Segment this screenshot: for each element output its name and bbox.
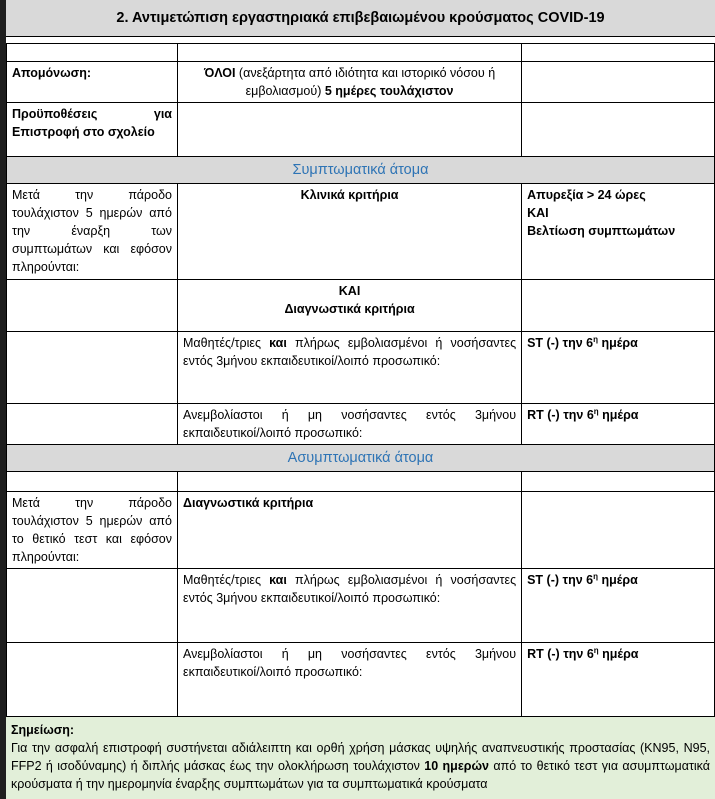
table-row: [7, 44, 715, 62]
result-day: ημέρα: [597, 573, 638, 587]
note-post: από το θετικό τεστ για ασυμπτωματικά κρούσματα ή την ημερομηνία έναρξης συμπτωμάτων για τα συμπτωματικά κρούσματα: [11, 759, 710, 791]
vaccinated-text: [178, 332, 522, 404]
covid-table: [6, 43, 715, 719]
table-cell: [522, 62, 715, 103]
section-row-symptomatic: [7, 157, 715, 184]
table-cell: [522, 472, 715, 492]
clinical-and: ΚΑΙ: [527, 206, 549, 220]
section-title-asymptomatic: Ασυμπτωματικά άτομα: [7, 445, 715, 472]
table-cell: [7, 44, 178, 62]
vaccinated-post: πλήρως εμβολιασμένοι ή νοσήσαντες εντός 3μήνου εκπαιδευτικοί/λοιπό προσωπικό:: [183, 573, 517, 605]
diagnostic-header: [178, 280, 522, 332]
return-label: Προϋποθέσεις για Επιστροφή στο σχολείο: [7, 103, 178, 157]
table-row: [7, 472, 715, 492]
section-row-asymptomatic: [7, 445, 715, 472]
table-cell: [7, 280, 178, 332]
isolation-text: [178, 62, 522, 103]
vaccinated-and: και: [269, 573, 287, 587]
vaccinated-result: [522, 332, 715, 404]
table-cell: [7, 404, 178, 445]
unvaccinated-result: [522, 404, 715, 445]
asymptomatic-diagnostic-row: [7, 492, 715, 569]
unvaccinated-text: Ανεμβολίαστοι ή μη νοσήσαντες εντός 3μήνου εκπαιδευτικοί/λοιπό προσωπικό:: [178, 404, 522, 445]
document-title: 2. Αντιμετώπιση εργαστηριακά επιβεβαιωμένου κρούσματος COVID-19: [6, 0, 715, 37]
vaccinated-post: πλήρως εμβολιασμένοι ή νοσήσαντες εντός 3μήνου εκπαιδευτικοί/λοιπό προσωπικό:: [183, 336, 517, 368]
result-sup: η: [593, 645, 599, 655]
clinical-symptoms: Βελτίωση συμπτωμάτων: [527, 224, 676, 238]
table-cell: [7, 332, 178, 404]
table-cell: [522, 492, 715, 569]
asymptomatic-unvaccinated-row: [7, 643, 715, 719]
table-cell: [178, 44, 522, 62]
table-cell: [178, 103, 522, 157]
result-sup: η: [593, 406, 599, 416]
table-cell: [7, 472, 178, 492]
table-cell: [522, 103, 715, 157]
clinical-criteria-label: Κλινικά κριτήρια: [178, 184, 522, 280]
table-cell: [522, 44, 715, 62]
table-cell: [7, 569, 178, 643]
document-page: [6, 0, 715, 799]
clinical-criteria-values: [522, 184, 715, 280]
note-days: 10 ημερών: [424, 759, 490, 773]
diagnostic-criteria-label: Διαγνωστικά κριτήρια: [284, 302, 415, 316]
isolation-text-body: (ανεξάρτητα από ιδιότητα και ιστορικό νόσου ή εμβολιασμού): [235, 66, 496, 98]
vaccinated-pre: Μαθητές/τριες: [183, 336, 270, 350]
asymptomatic-condition: Μετά την πάροδο τουλάχιστον 5 ημερών από το θετικό τεστ και εφόσον πληρούνται:: [7, 492, 178, 569]
symptomatic-diagnostic-row: [7, 280, 715, 332]
asymptomatic-diagnostic-label: Διαγνωστικά κριτήρια: [178, 492, 522, 569]
note-box: [6, 716, 715, 799]
note-heading: Σημείωση:: [11, 723, 75, 737]
table-cell: [178, 472, 522, 492]
return-row: [7, 103, 715, 157]
asym-unvaccinated-result: [522, 643, 715, 719]
asym-unvaccinated-text: Ανεμβολίαστοι ή μη νοσήσαντες εντός 3μήνου εκπαιδευτικοί/λοιπό προσωπικό:: [178, 643, 522, 719]
result-sup: η: [593, 334, 598, 344]
symptomatic-condition: Μετά την πάροδο τουλάχιστον 5 ημερών από την έναρξη των συμπτωμάτων και εφόσον πληρούνται:: [7, 184, 178, 280]
result-sup: η: [593, 571, 598, 581]
note-body: [11, 739, 710, 793]
table-cell: [522, 280, 715, 332]
asym-vaccinated-text: [178, 569, 522, 643]
note-pre: Για την ασφαλή επιστροφή συστήνεται αδιάλειπτη και ορθή χρήση μάσκας υψηλής αναπνευστικής προστασίας (KN95, N95, FFP2 ή ισοδύναμης) ή διπλής μάσκας έως την ολοκλήρωση τουλάχιστον: [11, 741, 710, 773]
vaccinated-and: και: [269, 336, 287, 350]
isolation-text-bold: ΌΛΟΙ: [203, 66, 236, 80]
result-day: ημέρα: [598, 408, 639, 422]
symptomatic-vaccinated-row: [7, 332, 715, 404]
symptomatic-unvaccinated-row: [7, 404, 715, 445]
clinical-fever: Απυρεξία > 24 ώρες: [527, 188, 646, 202]
result-day: ημέρα: [598, 647, 639, 661]
asymptomatic-vaccinated-row: [7, 569, 715, 643]
table-cell: [7, 643, 178, 719]
vaccinated-pre: Μαθητές/τριες: [183, 573, 270, 587]
result-day: ημέρα: [597, 336, 638, 350]
result-text: RT (-) την 6: [527, 647, 594, 661]
isolation-label: Απομόνωση:: [7, 62, 178, 103]
isolation-duration: 5 ημέρες τουλάχιστον: [324, 84, 454, 98]
asym-vaccinated-result: [522, 569, 715, 643]
result-text: ST (-) την 6: [527, 336, 594, 350]
isolation-row: [7, 62, 715, 103]
and-label: ΚΑΙ: [338, 284, 361, 298]
result-text: ST (-) την 6: [527, 573, 594, 587]
section-title-symptomatic: Συμπτωματικά άτομα: [7, 157, 715, 184]
result-text: RT (-) την 6: [527, 408, 594, 422]
symptomatic-clinical-row: [7, 184, 715, 280]
